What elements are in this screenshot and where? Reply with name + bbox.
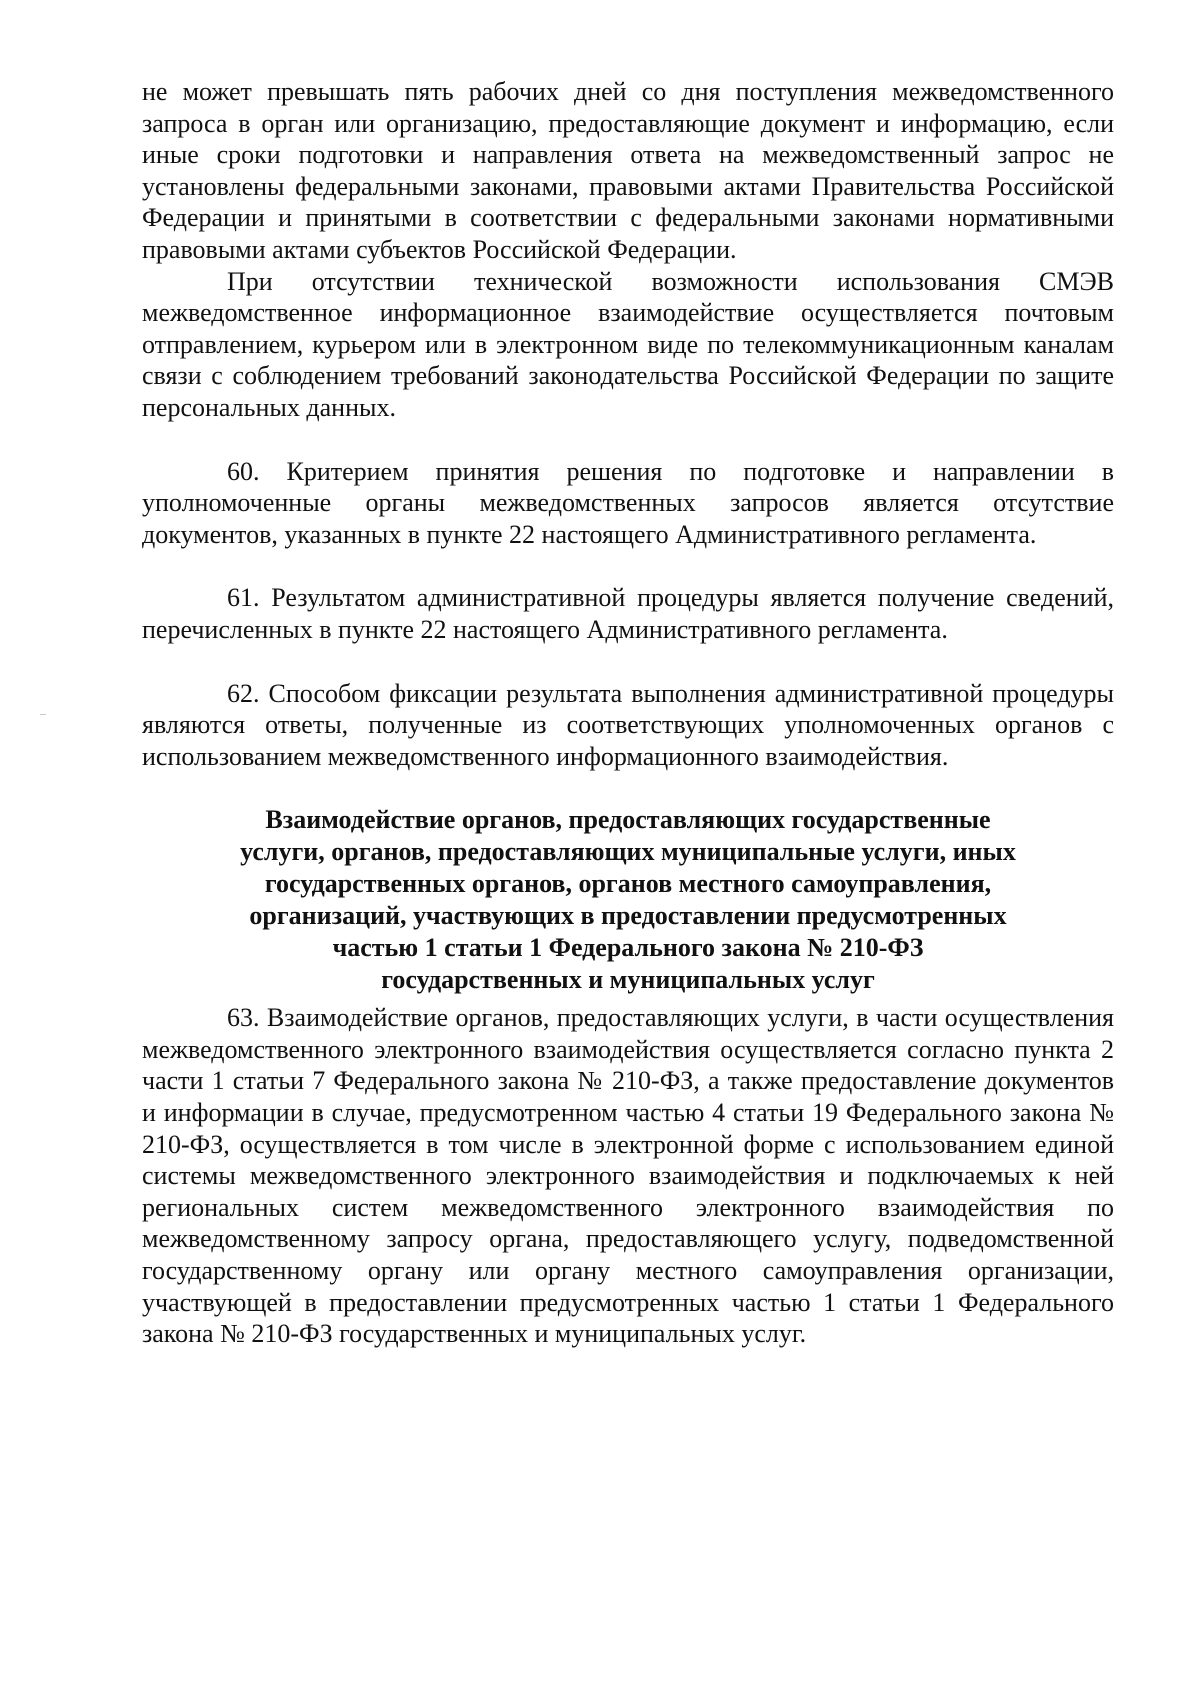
scan-margin-mark	[40, 714, 46, 715]
paragraph-60: 60. Критерием принятия решения по подготовке и направлении в уполномоченные органы межведомственных запросов является отсутствие документов, указанных в пункте 22 настоящего Административного регламента.	[142, 456, 1114, 549]
document-body	[142, 76, 1114, 1350]
section-heading-line: организаций, участвующих в предоставлении предусмотренных	[249, 901, 1007, 931]
paragraph-no-smev: При отсутствии технической возможности использования СМЭВ межведомственное информационное взаимодействие осуществляется почтовым отправлением, курьером или в электронном виде по телекоммуникационным каналам связи с соблюдением требований законодательства Российской Федерации по защите персональных данных.	[142, 266, 1114, 422]
section-heading-line: услуги, органов, предоставляющих муниципальные услуги, иных	[240, 837, 1016, 867]
paragraph-continuation: не может превышать пять рабочих дней со дня поступления межведомственного запроса в орган или организацию, предоставляющие документ и информацию, если иные сроки подготовки и направления ответа на межведомственный запрос не установлены федеральными законами, правовыми актами Правительства Российской Федерации и принятыми в соответствии с федеральными законами нормативными правовыми актами субъектов Российской Федерации.	[142, 77, 1114, 264]
paragraph-62: 62. Способом фиксации результата выполнения административной процедуры являются ответы, полученные из соответствующих уполномоченных органов с использованием межведомственного информационного взаимодействия.	[142, 678, 1114, 771]
section-heading-line: Взаимодействие органов, предоставляющих государственные	[265, 805, 991, 835]
section-heading-line: государственных и муниципальных услуг	[381, 965, 875, 995]
paragraph-63: 63. Взаимодействие органов, предоставляющих услуги, в части осуществления межведомственного электронного взаимодействия осуществляется согласно пункта 2 части 1 статьи 7 Федерального закона № 210-ФЗ, а также предоставление документов и информации в случае, предусмотренном частью 4 статьи 19 Федерального закона № 210-ФЗ, осуществляется в том числе в электронной форме с использованием единой системы межведомственного электронного взаимодействия и подключаемых к ней региональных систем межведомственного электронного взаимодействия по межведомственному запросу органа, предоставляющего услугу, подведомственной государственному органу или органу местного самоуправления организации, участвующей в предоставлении предусмотренных частью 1 статьи 1 Федерального закона № 210-ФЗ государственных и муниципальных услуг.	[142, 1003, 1114, 1349]
section-heading-line: частью 1 статьи 1 Федерального закона № 210-ФЗ	[332, 933, 924, 963]
section-heading-line: государственных органов, органов местного самоуправления,	[264, 869, 992, 899]
section-heading	[142, 804, 1114, 996]
paragraph-61: 61. Результатом административной процедуры является получение сведений, перечисленных в пункте 22 настоящего Административного регламента.	[142, 583, 1114, 644]
